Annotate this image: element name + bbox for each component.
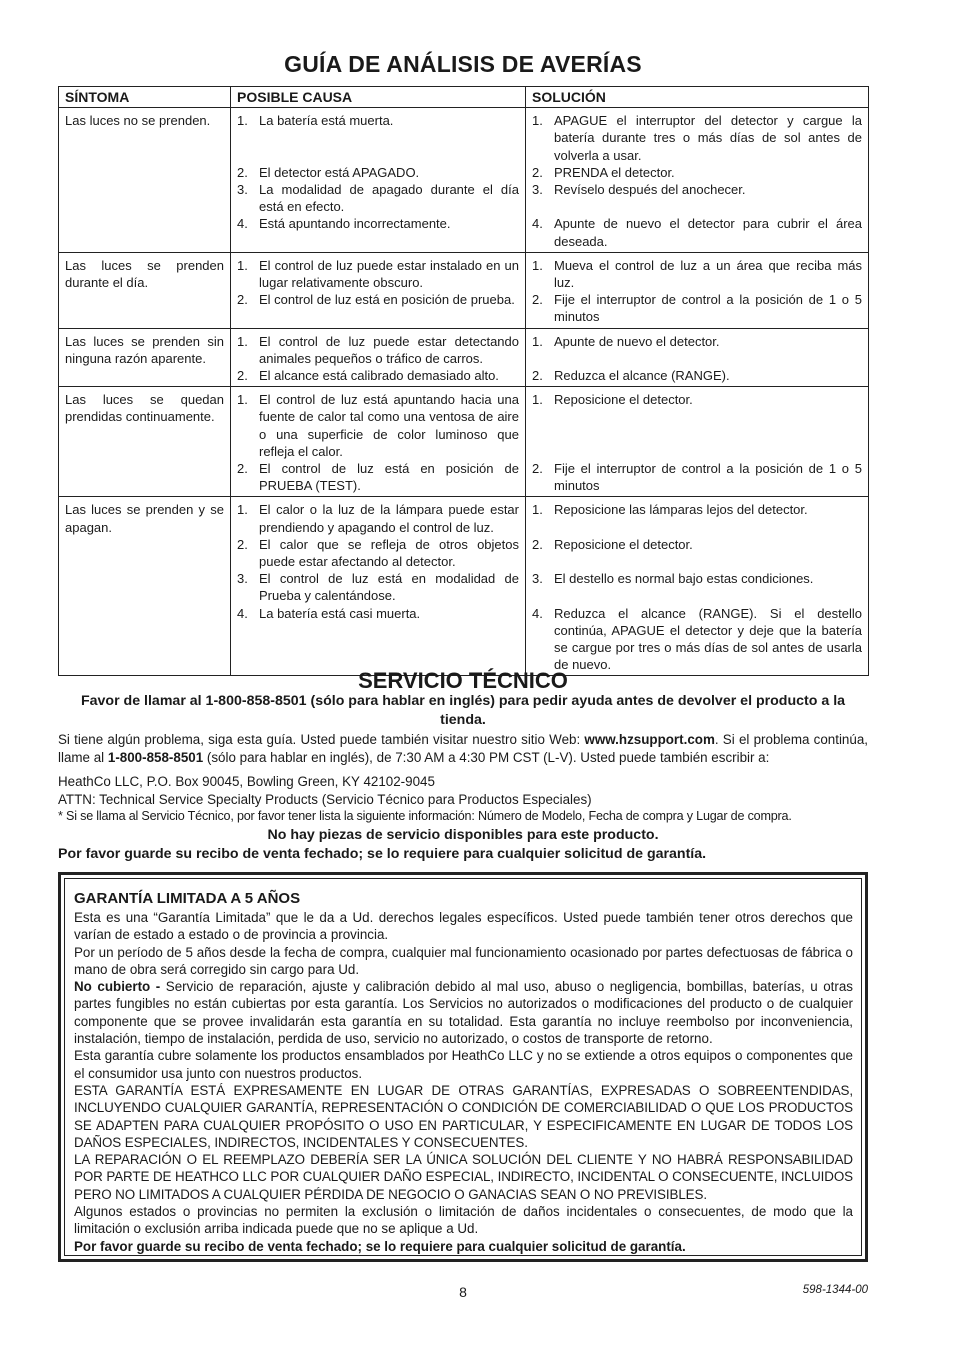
cause-list <box>237 391 519 494</box>
page-number: 8 <box>459 1284 467 1300</box>
solution-cell <box>526 497 869 676</box>
cause-cell <box>231 252 526 328</box>
item-number: 4. <box>237 605 248 621</box>
item-number: 4. <box>532 605 543 621</box>
cause-item <box>237 605 519 622</box>
cause-item <box>237 164 519 181</box>
cause-item <box>237 367 519 384</box>
table-row <box>59 252 869 328</box>
table-body <box>59 108 869 676</box>
item-text: Mueva el control de luz a un área que reciba más luz. <box>554 257 862 291</box>
header-symptom: SÍNTOMA <box>59 87 231 108</box>
cause-cell <box>231 387 526 497</box>
solution-item <box>532 536 862 553</box>
cause-list <box>237 501 519 621</box>
item-number: 2. <box>532 292 543 308</box>
item-number: 1. <box>532 333 543 349</box>
cause-item <box>237 181 519 215</box>
item-text: El control de luz está en modalidad de Prueba y calentándose. <box>259 571 519 604</box>
cause-item <box>237 112 519 129</box>
solution-list <box>532 333 862 385</box>
item-number: 1. <box>532 257 543 273</box>
item-text: Reposicione el detector. <box>554 536 693 552</box>
item-text: APAGUE el interruptor del detector y cargue la batería durante tres o más días de sol antes de volverla a usar. <box>554 113 862 163</box>
cause-cell <box>231 497 526 676</box>
solution-item <box>532 112 862 164</box>
service-address: HeathCo LLC, P.O. Box 90045, Bowling Green, KY 42102-9045 <box>58 774 435 790</box>
solution-list <box>532 257 862 326</box>
item-text: PRENDA el detector. <box>554 164 675 180</box>
intro-text-1: Si tiene algún problema, siga esta guía. Usted puede también visitar nuestro sitio Web: <box>58 732 585 747</box>
no-parts-notice: No hay piezas de servicio disponibles para este producto. <box>267 826 659 843</box>
item-text: Reduzca el alcance (RANGE). Si el destello continúa, APAGUE el detector y deje que la batería se cargue por tres o más días de sol antes de usarla de nuevo. <box>554 605 862 673</box>
solution-list <box>532 391 862 494</box>
solution-item <box>532 181 862 198</box>
phone-number: 1-800-858-8501 <box>107 749 204 765</box>
solution-list <box>532 112 862 250</box>
not-covered-label: No cubierto - <box>74 979 161 995</box>
header-solution: SOLUCIÓN <box>526 87 869 108</box>
website-link[interactable]: www.hzsupport.com <box>584 732 715 747</box>
intro-text-2: . Si el problema continúa, llame al <box>58 732 868 765</box>
cause-item <box>237 501 519 535</box>
solution-item <box>532 391 862 408</box>
item-number: 4. <box>532 216 543 232</box>
item-number: 2. <box>237 461 248 477</box>
item-text: El control de luz puede estar detectando animales pequeños o tráfico de carros. <box>259 333 519 366</box>
warranty-p3 <box>74 978 853 1047</box>
cause-item <box>237 570 519 604</box>
cause-item <box>237 536 519 570</box>
solution-item <box>532 215 862 249</box>
keep-receipt-notice: Por favor guarde su recibo de venta fechado; se lo requiere para cualquier solicitud de garantía. <box>58 845 707 862</box>
item-number: 3. <box>532 182 543 198</box>
item-number: 1. <box>237 502 248 518</box>
item-number: 3. <box>532 571 543 587</box>
item-text: La modalidad de apagado durante el día está en efecto. <box>259 181 519 215</box>
cause-item <box>237 391 519 460</box>
service-title: SERVICIO TÉCNICO <box>358 668 568 693</box>
document-code: 598-1344-00 <box>802 1284 868 1296</box>
not-covered-text: Servicio de reparación, ajuste y calibración debido al mal uso, abuso o negligencia, bombillas, baterías, u otras partes fungibles no están cubiertas por esta garantía. Los Servicios no autorizados o modificaciones del producto o de cualquier componente que se provee invalidarán esta garantía en su totalidad. Esta garantía no incluye reembolso por inconveniencia, instalación, tiempo de instalación, perdida de uso, servicio no autorizado, o costos de transporte de retorno. <box>74 979 853 1047</box>
item-number: 1. <box>237 392 248 408</box>
solution-item <box>532 257 862 291</box>
solution-cell <box>526 328 869 387</box>
table-row <box>59 108 869 253</box>
symptom-cell: Las luces no se prenden. <box>59 108 231 253</box>
solution-item <box>532 460 862 494</box>
item-number: 2. <box>237 536 248 552</box>
item-number: 1. <box>237 113 248 129</box>
solution-item <box>532 291 862 325</box>
symptom-cell: Las luces se quedan prendidas continuamente. <box>59 387 231 497</box>
solution-list <box>532 501 862 673</box>
item-text: El destello es normal bajo estas condiciones. <box>554 571 814 587</box>
item-text: Fije el interruptor de control a la posición de 1 o 5 minutos <box>554 292 862 325</box>
item-number: 1. <box>237 333 248 349</box>
cause-item <box>237 215 519 232</box>
symptom-cell: Las luces se prenden sin ninguna razón aparente. <box>59 328 231 387</box>
service-section <box>58 692 868 864</box>
item-number: 2. <box>237 368 248 384</box>
item-number: 1. <box>532 113 543 129</box>
cause-item <box>237 291 519 308</box>
cause-list <box>237 257 519 309</box>
item-text: Apunte de nuevo el detector. <box>554 333 720 349</box>
item-text: Fije el interruptor de control a la posición de 1 o 5 minutos <box>554 461 862 494</box>
solution-item <box>532 164 862 181</box>
item-text: Revíselo después del anochecer. <box>554 182 746 198</box>
warranty-p1: Esta es una “Garantía Limitada” que le da a Ud. derechos legales específicos. Usted puede también tener otros derechos que varían de estado a estado o de provincia a provincia. <box>74 910 853 943</box>
solution-item <box>532 501 862 518</box>
solution-item <box>532 333 862 350</box>
solution-item <box>532 570 862 587</box>
warranty-p7: Algunos estados o provincias no permiten la exclusión o limitación de daños incidentales o consecuentes, de modo que la limitación o exclusión arriba indicada puede que no se aplique a Ud. <box>74 1204 853 1237</box>
symptom-cell: Las luces se prenden durante el día. <box>59 252 231 328</box>
solution-cell <box>526 252 869 328</box>
solution-cell <box>526 108 869 253</box>
item-text: El control de luz está apuntando hacia una fuente de calor tal como una ventosa de aire o una superficie de color luminoso que refleja el calor. <box>259 392 519 459</box>
item-number: 3. <box>237 181 248 197</box>
item-number: 2. <box>237 164 248 180</box>
service-call-line: Favor de llamar al 1-800-858-8501 (sólo para hablar en inglés) para pedir ayuda antes de devolver el producto a la tienda. <box>80 693 846 728</box>
item-number: 2. <box>237 292 248 308</box>
cause-cell <box>231 108 526 253</box>
cause-item <box>237 257 519 291</box>
item-number: 2. <box>532 164 543 180</box>
warranty-title: GARANTÍA LIMITADA A 5 AÑOS <box>74 890 301 907</box>
item-text: El alcance está calibrado demasiado alto. <box>259 368 499 384</box>
cause-item <box>237 333 519 367</box>
solution-item <box>532 605 862 674</box>
warranty-p8: Por favor guarde su recibo de venta fechado; se lo requiere para cualquier solicitud de garantía. <box>74 1238 686 1254</box>
cause-item <box>237 460 519 494</box>
cause-list <box>237 112 519 232</box>
item-number: 2. <box>532 536 543 552</box>
solution-item <box>532 367 862 384</box>
warranty-inner <box>64 878 862 1256</box>
service-intro <box>58 731 868 766</box>
warranty-p2: Por un período de 5 años desde la fecha de compra, cualquier mal funcionamiento ocasionado por partes defectuosas de fábrica o mano de obra será corregido sin cargo para Ud. <box>74 944 853 977</box>
item-number: 2. <box>532 368 543 384</box>
item-text: Reposicione el detector. <box>554 392 693 408</box>
item-text: Reduzca el alcance (RANGE). <box>554 368 730 384</box>
warranty-box <box>58 872 868 1262</box>
cause-list <box>237 333 519 385</box>
troubleshooting-table <box>58 86 869 676</box>
item-number: 1. <box>532 502 543 518</box>
table-row <box>59 387 869 497</box>
item-text: El control de luz está en posición de prueba. <box>259 292 515 308</box>
item-text: El calor que se refleja de otros objetos puede estar afectando al detector. <box>259 536 519 570</box>
warranty-p6: LA REPARACIÓN O EL REEMPLAZO DEBERÍA SER LA ÚNICA SOLUCIÓN DEL CLIENTE Y NO HABRÁ RESPONSABILIDAD POR PARTE DE HEATHCO LLC POR CUALQUIER DAÑO ESPECIAL, INDIRECTO, INCIDENTAL O CONSECUENTE, INCLUIDOS PERO NO LIMITADOS A CUALQUIER PÉRDIDA DE NEGOCIO O GANACIAS SEAN O NO PREVISIBLES. <box>74 1152 853 1202</box>
item-number: 1. <box>237 257 248 273</box>
table-row <box>59 497 869 676</box>
item-text: Está apuntando incorrectamente. <box>259 216 451 232</box>
service-note: * Si se llama al Servicio Técnico, por favor tener lista la siguiente información: Número de Modelo, Fecha de compra y Lugar de compra. <box>58 809 792 824</box>
item-text: La batería está muerta. <box>259 113 394 129</box>
item-number: 3. <box>237 571 248 587</box>
item-text: El control de luz está en posición de PRUEBA (TEST). <box>259 461 519 494</box>
item-text: Reposicione las lámparas lejos del detector. <box>554 502 808 518</box>
cause-cell <box>231 328 526 387</box>
warranty-p5: ESTA GARANTÍA ESTÁ EXPRESAMENTE EN LUGAR DE OTRAS GARANTÍAS, EXPRESADAS O SOBREENTENDIDAS, INCLUYENDO CUALQUIER GARANTÍA, REPRESENTACIÓN O CONDICIÓN DE COMERCIABILIDAD O QUE LOS PRODUCTOS SE ADAPTEN PARA CUALQUIER PROPÓSITO O USO EN PARTICULAR, Y ESPECIFICAMENTE EN LUGAR DE TODOS LOS DAÑOS ESPECIALES, INDIRECTOS, INCIDENTALES Y CONSECUENTES. <box>74 1082 853 1150</box>
item-text: Apunte de nuevo el detector para cubrir el área deseada. <box>554 216 862 249</box>
item-text: La batería está casi muerta. <box>259 605 421 621</box>
item-number: 2. <box>532 461 543 476</box>
item-number: 1. <box>532 392 543 408</box>
service-attn: ATTN: Technical Service Specialty Products (Servicio Técnico para Productos Especiales) <box>58 791 592 807</box>
page-title: GUÍA DE ANÁLISIS DE AVERÍAS <box>284 51 642 77</box>
solution-cell <box>526 387 869 497</box>
warranty-p4: Esta garantía cubre solamente los productos ensamblados por HeathCo LLC y no se extiende a otros equipos o componentes que el consumidor usa junto con nuestros productos. <box>74 1048 853 1081</box>
table-header-row <box>59 87 869 108</box>
table-row <box>59 328 869 387</box>
item-text: El detector está APAGADO. <box>259 164 420 180</box>
item-number: 4. <box>237 216 248 232</box>
header-cause: POSIBLE CAUSA <box>231 87 526 108</box>
symptom-cell: Las luces se prenden y se apagan. <box>59 497 231 676</box>
intro-text-3: (sólo para hablar en inglés), de 7:30 AM a 4:30 PM CST (L-V). Usted puede también escribir a: <box>203 749 770 765</box>
item-text: El control de luz puede estar instalado en un lugar relativamente obscuro. <box>259 257 519 291</box>
item-text: El calor o la luz de la lámpara puede estar prendiendo y apagando el control de luz. <box>259 502 519 535</box>
